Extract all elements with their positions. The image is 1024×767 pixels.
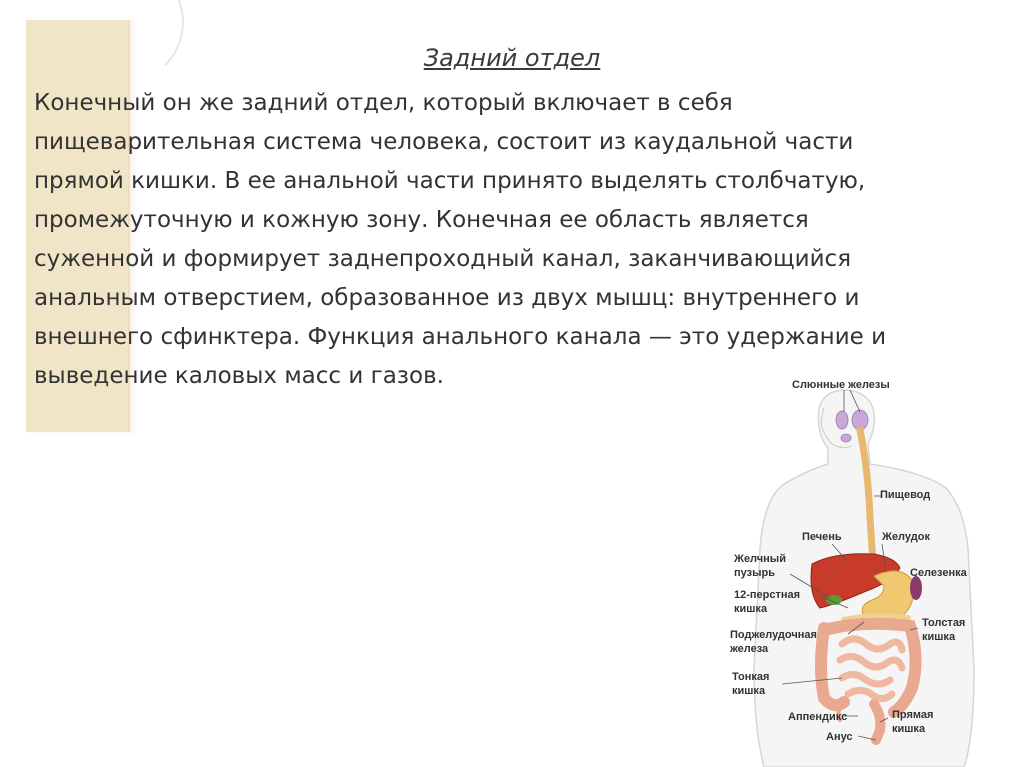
label-colon: Толстая (922, 617, 966, 629)
body-line: пищеварительная система человека, состоит из каудальной части (34, 129, 854, 155)
body-line: Конечный он же задний отдел, который включает в себя (34, 90, 733, 116)
slide-title: Задний отдел (423, 44, 601, 72)
body-line: промежуточную и кожную зону. Конечная ее область является (34, 207, 809, 233)
label-salivary-glands: Слюнные железы (792, 379, 890, 391)
body-line: анальным отверстием, образованное из двух мышц: внутреннего и (34, 285, 860, 311)
label-appendix: Аппендикс (788, 711, 848, 723)
label-liver: Печень (802, 531, 842, 543)
label-gallbladder: пузырь (734, 567, 775, 579)
body-line: внешнего сфинктера. Функция анального канала — это удержание и (34, 324, 887, 350)
slide-body-text (34, 84, 994, 396)
label-esophagus: Пищевод (880, 489, 931, 501)
label-rectum: кишка (892, 723, 926, 735)
body-line: выведение каловых масс и газов. (34, 363, 444, 389)
label-spleen: Селезенка (910, 567, 967, 579)
label-gallbladder: Желчный (734, 553, 786, 565)
label-colon: кишка (922, 631, 956, 643)
label-small-intestine: Тонкая (732, 671, 770, 683)
digestive-system-diagram (724, 368, 1024, 767)
label-duodenum: кишка (734, 603, 768, 615)
label-anus: Анус (826, 731, 853, 743)
label-pancreas: Поджелудочная (730, 629, 817, 641)
body-line: прямой кишки. В ее анальной части принято выделять столбчатую, (34, 168, 866, 194)
salivary-gland-shape (841, 434, 851, 442)
spleen-shape (910, 576, 922, 600)
salivary-gland-shape (836, 411, 848, 429)
label-rectum: Прямая (892, 709, 934, 721)
label-small-intestine: кишка (732, 685, 766, 697)
body-line: суженной и формирует заднепроходный канал, заканчивающийся (34, 246, 852, 272)
label-pancreas: железа (730, 643, 769, 655)
label-stomach: Желудок (882, 531, 930, 543)
label-duodenum: 12-перстная (734, 589, 801, 601)
